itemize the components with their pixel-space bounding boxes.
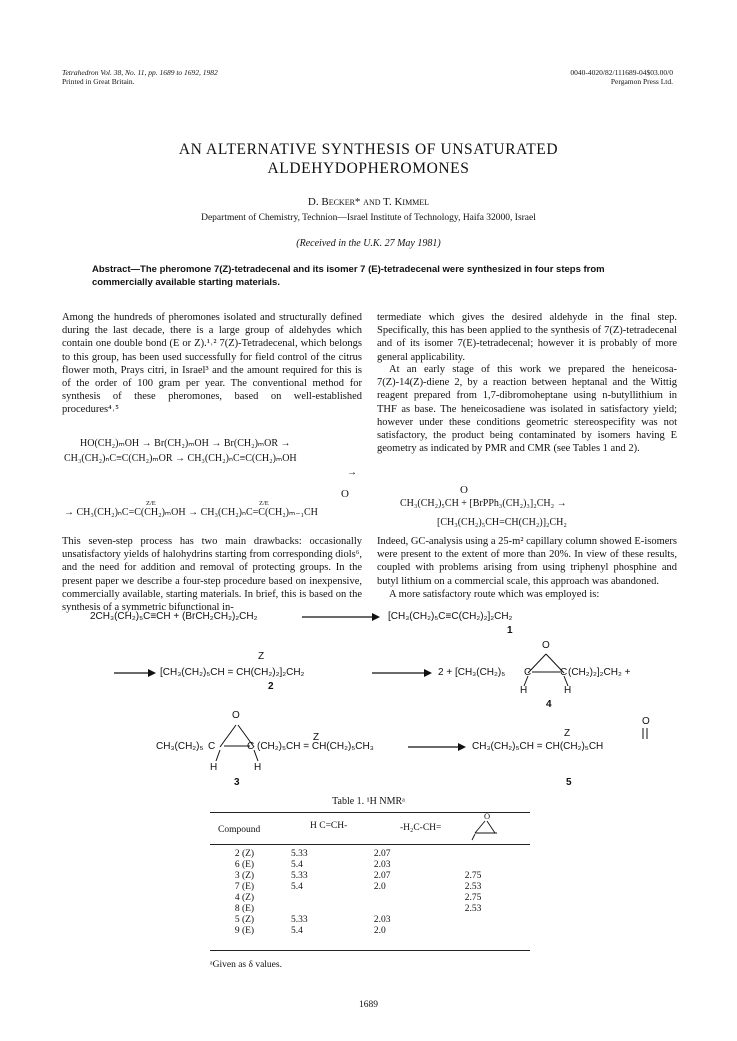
cell-compound: 5 (Z) (234, 914, 255, 925)
drawbacks-paragraph: This seven-step process has two main drawbacks: occasionally unsatisfactory yields of halohydrins starting from corresponding diols⁶, and the need for addition and removal of protecting groups. In the present paper we describe a four-step procedure based on inexpensive, commercially available, starting materials. In brief, this is based on the synthesis of a symmetric bifunctional in- (62, 536, 362, 614)
cell-compound: 4 (Z) (234, 892, 255, 903)
compound-label-2: 2 (268, 681, 274, 692)
cell-epoxide: 2.75 (464, 870, 482, 881)
compound-label-4: 4 (546, 699, 552, 710)
journal-citation-line: Tetrahedron Vol. 38, No. 11, pp. 1689 to 1692, 1982 (62, 68, 218, 77)
cell-vinyl (285, 903, 368, 914)
cell-epoxide (459, 925, 530, 936)
left-column (62, 311, 362, 417)
right-column-para-4: A more satisfactory route which was employed is: (389, 589, 600, 600)
cell-allylic: 2.03 (373, 914, 391, 925)
abstract-text: —The pheromone 7(Z)-tetradecenal and its isomer 7 (E)-tetradecenal were synthesized in four steps from commercially available starting materials. (92, 264, 605, 288)
table-row (210, 925, 530, 936)
abstract (92, 264, 662, 289)
synthesis-equation-line-2: CH₃(CH₂)ₙC≡C(CH₂)ₘOR → CH₃(CH₂)ₙC≡C(CH₂)ₘOH (64, 453, 297, 464)
cell-vinyl: 5.33 (290, 848, 308, 859)
cell-allylic: 2.03 (373, 859, 391, 870)
compound-label-1: 1 (507, 625, 513, 636)
epoxide-4-h-right: H (564, 685, 572, 696)
cell-epoxide: 2.75 (464, 892, 482, 903)
nmr-table-body (210, 848, 530, 936)
cell-compound: 8 (E) (234, 903, 255, 914)
cell-compound: 7 (E) (234, 881, 255, 892)
cell-vinyl (285, 892, 368, 903)
heptanal-oxygen: O (460, 484, 468, 496)
header-allylic-proton: -H₂C-CH= (400, 823, 442, 833)
cell-allylic: 2.0 (373, 881, 386, 892)
publisher-info (453, 68, 673, 86)
wittig-equation-line-2: [CH₃(CH₂)₅CH=CH(CH₂)]₂CH₂ (437, 517, 567, 528)
wittig-equation-line-1: CH₃(CH₂)₅CH + [BrPPh₃(CH₂)₃]₂CH₂ → (400, 498, 567, 509)
affiliation: Department of Chemistry, Technion—Israel Institute of Technology, Haifa 32000, Israel (201, 213, 536, 223)
right-column-para-2: At an early stage of this work we prepared the heneicosa-7(Z)-14(Z)-diene 2, by a reaction between heptanal and the Wittig reagent prepared from 1,7-dibromoheptane using n-butyllithium in THF as base. The heneicosadiene was isolated in satisfactory yield; however under these conditions geometric stereospecifity was not satisfactory, the product being contaminated by isomers having E geometry as indicated by PMR and CMR (see Tables 1 and 2). (377, 364, 677, 455)
epoxide-3-h-right: H (254, 762, 262, 773)
cell-epoxide (459, 848, 530, 859)
table-header-rule (210, 844, 530, 845)
reaction-1-reactants: 2CH₃(CH₂)₅C≡CH + (BrCH₂CH₂)₂CH₂ (90, 611, 258, 622)
epoxide-3-carbon-right: C (247, 741, 255, 752)
isomer-label-1: Z/E (146, 500, 156, 507)
reaction-2-product-right: (CH₂)₂]₂CH₂ + (568, 667, 631, 678)
cell-vinyl: 5.33 (290, 914, 308, 925)
compound-label-3: 3 (234, 777, 240, 788)
table-footnote: ᵃGiven as δ values. (210, 960, 282, 970)
header-vinyl-proton: H C=CH- (310, 821, 348, 831)
table-row (210, 859, 530, 870)
reaction-3-product-z-label: Z (564, 728, 571, 739)
table-row (210, 848, 530, 859)
epoxide-4-carbon-right: C (560, 667, 568, 678)
cell-allylic: 2.0 (373, 925, 386, 936)
nmr-table (210, 848, 530, 936)
reaction-3-arrow (406, 741, 466, 753)
cell-vinyl: 5.4 (290, 925, 303, 936)
table-row (210, 870, 530, 881)
reaction-2-arrow-in (112, 667, 156, 679)
reaction-1-product: [CH₃(CH₂)₅C≡C(CH₂)₂]₂CH₂ (388, 611, 513, 622)
epoxide-4-oxygen: O (542, 640, 550, 651)
cell-vinyl: 5.33 (290, 870, 308, 881)
isomer-label-2: Z/E (259, 500, 269, 507)
journal-citation (62, 68, 322, 86)
authors: D. Becker* and T. Kimmel (307, 196, 430, 208)
printed-in-line: Printed in Great Britain. (62, 77, 135, 86)
aldehyde-5-double-bond (640, 728, 650, 740)
received-date: (Received in the U.K. 27 May 1981) (296, 238, 441, 249)
table-1-title: Table 1. ¹H NMRᵃ (332, 796, 405, 807)
epoxide-3-oxygen: O (232, 710, 240, 721)
cell-vinyl: 5.4 (290, 859, 303, 870)
paper-title (60, 140, 677, 178)
table-row (210, 914, 530, 925)
synthesis-equation-line-3: → CH₃(CH₂)ₙC=C(CH₂)ₘOH → CH₃(CH₂)ₙC=C(CH₂)ₘ₋₁CH (64, 507, 318, 518)
reaction-2-z-label: Z (258, 651, 265, 662)
reaction-3-epoxide-right: (CH₂)₅CH = CH(CH₂)₅CH₃ (257, 741, 374, 752)
cell-compound: 6 (E) (234, 859, 255, 870)
reaction-2-arrow-out (370, 667, 432, 679)
cell-vinyl: 5.4 (290, 881, 303, 892)
header-epoxide-oxygen: O (484, 811, 491, 821)
title-line-2: ALDEHYDOPHEROMONES (267, 160, 470, 177)
cell-allylic: 2.07 (373, 848, 391, 859)
title-line-1: AN ALTERNATIVE SYNTHESIS OF UNSATURATED (178, 141, 559, 158)
issn-code: 0040-4020/82/111689-04$03.00/0 (570, 68, 673, 77)
cell-allylic (368, 903, 459, 914)
cell-epoxide: 2.53 (464, 881, 482, 892)
page-number: 1689 (359, 1000, 378, 1010)
cell-allylic (368, 892, 459, 903)
header-compound: Compound (218, 825, 261, 835)
table-row (210, 903, 530, 914)
reaction-2-product-left: 2 + [CH₃(CH₂)₅ (438, 667, 506, 678)
cell-compound: 9 (E) (234, 925, 255, 936)
epoxide-3-carbon-left: C (208, 741, 216, 752)
cell-compound: 3 (Z) (234, 870, 255, 881)
epoxide-4-carbon-left: C (524, 667, 532, 678)
table-header (210, 813, 530, 843)
right-column-para-1: termediate which gives the desired aldehyde in the final step. Specifically, this has been applied to the synthesis of 7(Z)-tetradecenal and of its isomer 7(E)-tetradecenal; however it is probably of more general applicability. (377, 312, 677, 363)
synthesis-arrow: → (347, 467, 357, 478)
compound-label-5: 5 (566, 777, 572, 788)
reaction-3-product: CH₃(CH₂)₅CH = CH(CH₂)₅CH (472, 741, 604, 752)
table-bottom-rule (210, 950, 530, 951)
aldehyde-5-oxygen: O (642, 716, 650, 727)
cell-epoxide (459, 859, 530, 870)
epoxide-3-h-left: H (210, 762, 218, 773)
cell-epoxide: 2.53 (464, 903, 482, 914)
cell-compound: 2 (Z) (234, 848, 255, 859)
reaction-3-epoxide-left: CH₃(CH₂)₅ (156, 741, 204, 752)
table-row (210, 881, 530, 892)
synthesis-equation-line-1: HO(CH₂)ₘOH → Br(CH₂)ₘOH → Br(CH₂)ₘOR → (80, 438, 291, 449)
table-row (210, 892, 530, 903)
reaction-2-diene: [CH₃(CH₂)₅CH = CH(CH₂)₂]₂CH₂ (160, 667, 305, 678)
abstract-label: Abstract (92, 264, 131, 275)
cell-epoxide (459, 914, 530, 925)
cell-allylic: 2.07 (373, 870, 391, 881)
right-column-para-3: Indeed, GC-analysis using a 25-m² capillary column showed E-isomers were present to the extent of more than 20%. In view of these results, coupled with problems arising from using triphenyl phosphine and butyl lithium on a commercial scale, this approach was abandoned. (377, 536, 677, 587)
intro-paragraph: Among the hundreds of pheromones isolated and structurally defined during the last decade, there is a large group of aldehydes which contain one double bond (E or Z).¹˒² 7(Z)-Tetradecenal, which belongs to this group, has been used successfully for field control of the citrus flower moth, Prays citri, in Israel³ and the amount required for this is of the order of 100 gram per year. The conventional method for synthesis of these pheromones, based on well-established procedures⁴˒⁵ (62, 312, 362, 416)
aldehyde-oxygen: O (341, 488, 349, 500)
reaction-1-arrow (300, 611, 380, 623)
publisher-name: Pergamon Press Ltd. (610, 77, 673, 86)
reaction-3-z-label: Z (313, 732, 320, 743)
epoxide-4-h-left: H (520, 685, 528, 696)
